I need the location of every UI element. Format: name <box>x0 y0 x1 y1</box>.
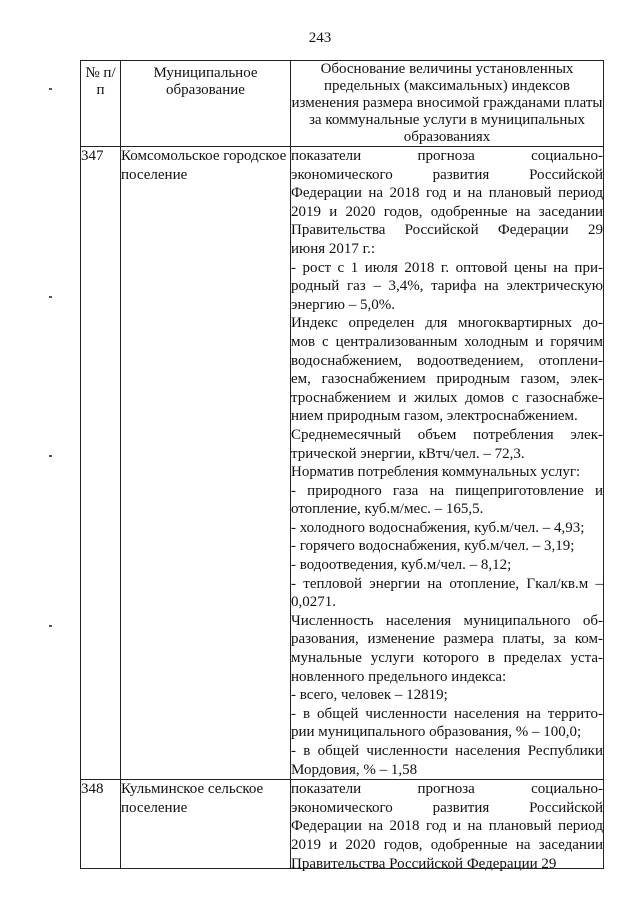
margin-mark <box>49 625 52 627</box>
justification-line: отопление, куб.м/мес. – 165,5. <box>291 501 484 518</box>
page-number: 243 <box>308 30 332 46</box>
indices-table <box>80 60 604 872</box>
justification-line: - холодного водоснабжения, куб.м/чел. – 4,93; <box>291 519 585 536</box>
justification-line: энергию – 5,0%. <box>291 296 396 313</box>
justification-line: водоснабжением, водоотведением, отоплени- <box>291 352 603 369</box>
justification-line: мунальные услуги которого в пределах уста- <box>291 650 603 667</box>
justification-line: Федерации на 2018 год и на плановый период <box>291 818 603 835</box>
margin-mark <box>49 88 52 90</box>
justification-line: показатели прогноза социально- <box>291 148 603 164</box>
justification-line: - горячего водоснабжения, куб.м/чел. – 3,19; <box>291 538 575 555</box>
justification-line: - тепловой энергии на отопление, Гкал/кв.м – <box>291 575 603 592</box>
row-number: 347 <box>81 147 121 780</box>
justification-line: - в общей численности населения Республики <box>291 743 603 759</box>
justification-line: Федерации на 2018 год и на плановый период <box>291 185 603 202</box>
row-justification <box>291 780 604 872</box>
justification-line: рии муниципального образования, % – 100,0; <box>291 724 582 741</box>
justification-line: Правительства Российской Федерации 29 <box>291 222 603 239</box>
margin-mark <box>49 296 52 298</box>
justification-line: родный газ – 3,4%, тарифа на электрическую <box>291 278 603 295</box>
header-municipality: Муниципальное образование <box>121 61 291 147</box>
justification-line: ем, газоснабжением природным газом, элек- <box>291 371 603 388</box>
table-row <box>81 147 604 780</box>
margin-mark <box>49 455 52 457</box>
table-header-row <box>81 61 604 147</box>
justification-line: Индекс определен для многоквартирных до- <box>291 315 603 332</box>
justification-text <box>291 780 603 872</box>
justification-line: Норматив потребления коммунальных услуг: <box>291 464 581 481</box>
row-municipality: Кульминское сельское поселение <box>121 780 291 869</box>
justification-line: 2019 и 2020 годов, одобренные на заседании <box>291 836 603 853</box>
justification-line: разования, изменение размера платы, за ком- <box>291 631 603 648</box>
row-number: 348 <box>81 780 121 869</box>
justification-line: экономического развития Российской <box>291 799 603 816</box>
justification-line: Правительства Российской Федерации 29 <box>291 855 557 872</box>
justification-text <box>291 147 603 779</box>
justification-line: 0,0271. <box>291 594 336 611</box>
justification-line: - всего, человек – 12819; <box>291 687 448 704</box>
header-justification: Обоснование величины установленных предельных (максимальных) индексов изменения размера вносимой гражданами платы за коммунальные услуги в муниципальных образованиях <box>291 61 603 145</box>
justification-line: Численность населения муниципального об- <box>291 612 603 629</box>
justification-line: нием природным газом, электроснабжением. <box>291 408 578 425</box>
justification-line: - в общей численности населения на террито- <box>291 705 603 722</box>
justification-line: новленного предельного индекса: <box>291 668 507 685</box>
table-row <box>81 780 604 869</box>
header-number: № п/п <box>81 61 121 147</box>
justification-line: Мордовия, % – 1,58 <box>291 761 418 778</box>
justification-line: - рост с 1 июля 2018 г. оптовой цены на при- <box>291 259 603 276</box>
justification-line: мов с централизованным холодным и горячим <box>291 333 603 350</box>
justification-line: - водоотведения, куб.м/чел. – 8,12; <box>291 557 512 574</box>
justification-line: Среднемесячный объем потребления элек- <box>291 426 603 443</box>
justification-line: трической энергии, кВтч/чел. – 72,3. <box>291 445 525 462</box>
row-municipality: Комсомольское городское поселение <box>121 147 291 780</box>
justification-line: 2019 и 2020 годов, одобренные на заседании <box>291 203 603 220</box>
justification-line: троснабжением и жилых домов с газоснабже- <box>291 389 603 406</box>
justification-line: - природного газа на пищеприготовление и <box>291 482 603 499</box>
row-justification <box>291 147 604 780</box>
justification-line: показатели прогноза социально- <box>291 781 603 798</box>
justification-line: экономического развития Российской <box>291 166 603 183</box>
justification-line: июня 2017 г.: <box>291 240 376 257</box>
